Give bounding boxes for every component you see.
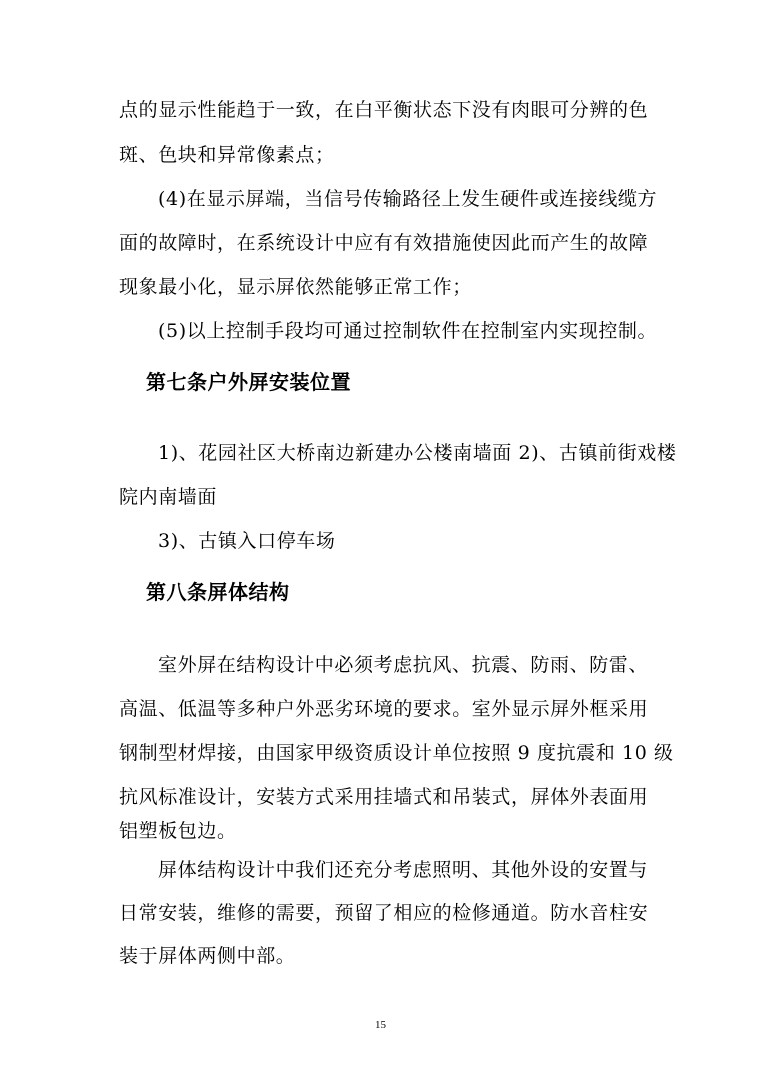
text-line: 日常安装，维修的需要，预留了相应的检修通道。防水音柱安 <box>119 902 649 924</box>
text-line: 面的故障时，在系统设计中应有有效措施使因此而产生的故障 <box>119 232 649 254</box>
text-line: 高温、低温等多种户外恶劣环境的要求。室外显示屏外框采用 <box>119 698 649 720</box>
text-line: 装于屏体两侧中部。 <box>119 945 296 967</box>
text-line: 斑、色块和异常像素点； <box>119 144 335 166</box>
section-heading: 第七条户外屏安装位置 <box>146 370 351 394</box>
text-line: 室外屏在结构设计中必须考虑抗风、抗震、防雨、防雷、 <box>158 654 649 676</box>
list-item: 1)、花园社区大桥南边新建办公楼南墙面 2)、古镇前街戏楼 <box>158 442 677 464</box>
text-line: 抗风标准设计，安装方式采用挂墙式和吊装式，屏体外表面用 <box>119 786 649 808</box>
text-line: 点的显示性能趋于一致，在白平衡状态下没有肉眼可分辨的色 <box>119 99 649 121</box>
text-line: 铝塑板包边。 <box>119 820 237 842</box>
page-number: 15 <box>375 1019 386 1031</box>
text-line: (4)在显示屏端，当信号传输路径上发生硬件或连接线缆方 <box>158 188 658 210</box>
list-item: 院内南墙面 <box>119 486 218 508</box>
text-line: 现象最小化，显示屏依然能够正常工作； <box>119 276 472 298</box>
section-heading: 第八条屏体结构 <box>146 580 290 604</box>
text-line: 屏体结构设计中我们还充分考虑照明、其他外设的安置与 <box>158 859 649 881</box>
text-line: 钢制型材焊接，由国家甲级资质设计单位按照 9 度抗震和 10 级 <box>119 742 674 764</box>
list-item: 3)、古镇入口停车场 <box>158 530 336 552</box>
text-line: (5)以上控制手段均可通过控制软件在控制室内实现控制。 <box>158 320 658 342</box>
